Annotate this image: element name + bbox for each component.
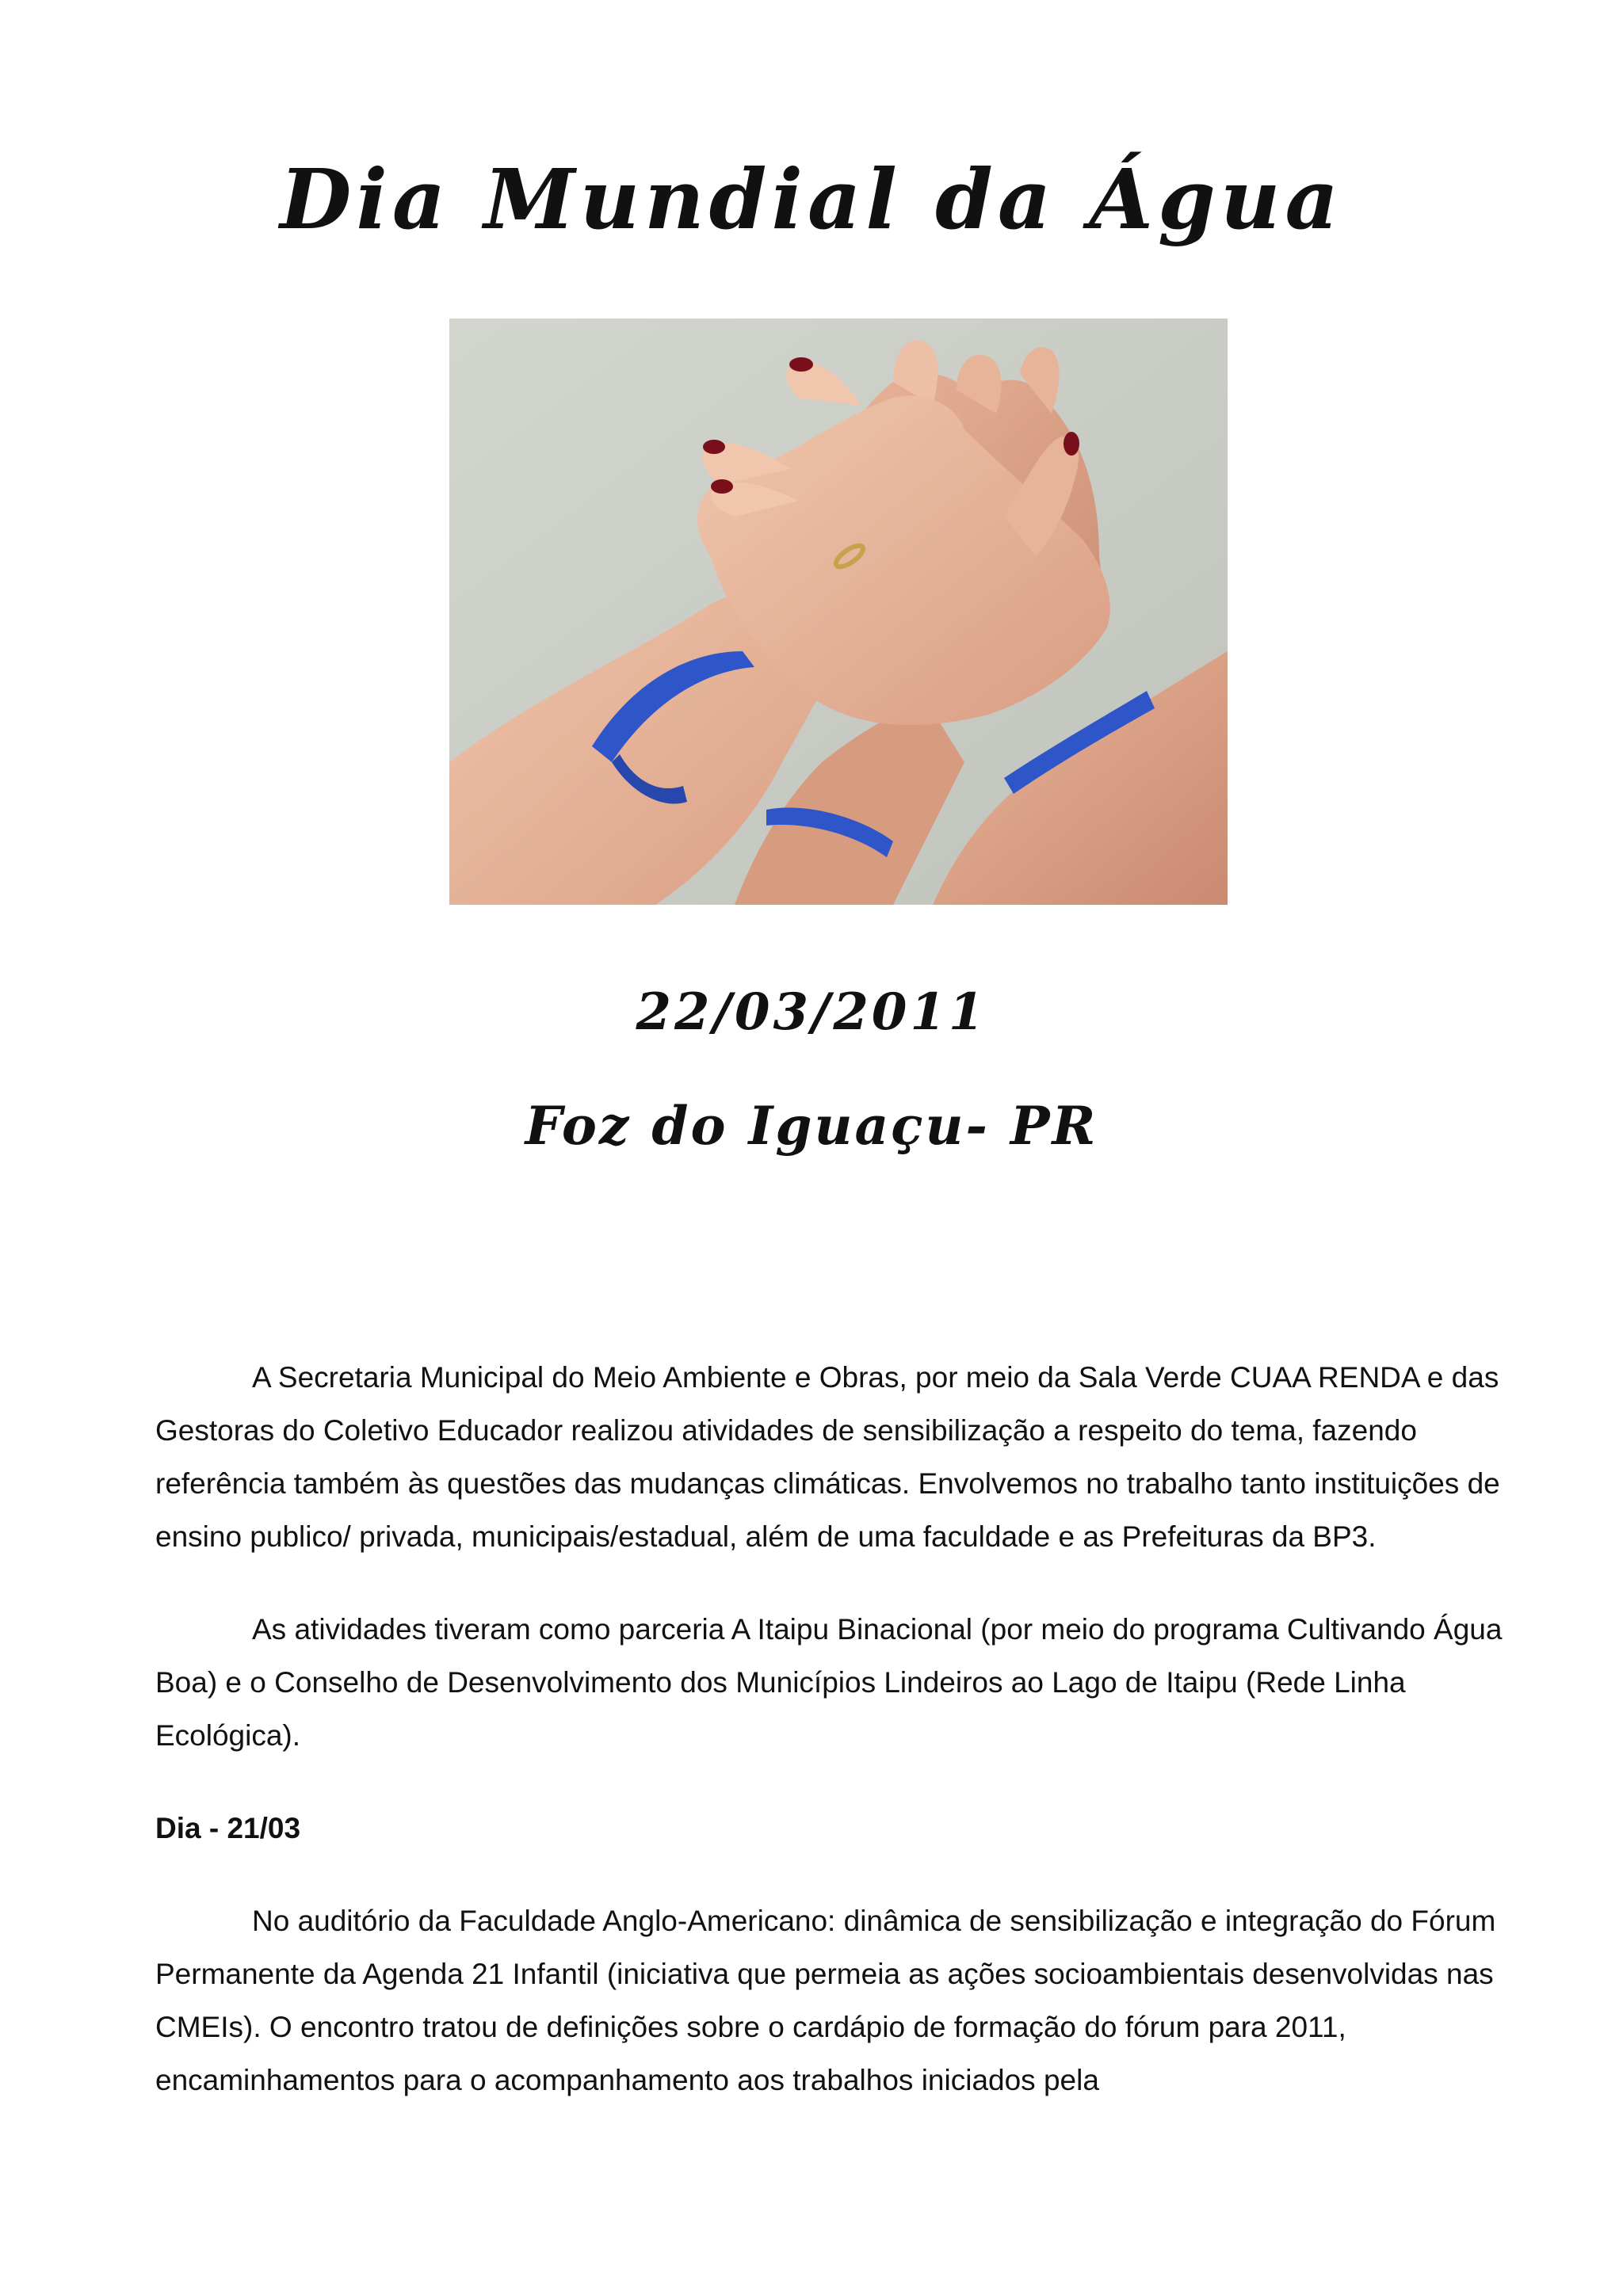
hands-wristbands-photo: [449, 318, 1228, 905]
section-heading: Dia - 21/03: [155, 1812, 301, 1844]
document-title: Dia Mundial da Água: [280, 151, 1343, 248]
body-text: [155, 1351, 1526, 2146]
event-place: Foz do Iguaçu- PR: [525, 1095, 1098, 1157]
event-date: 22/03/2011: [636, 982, 987, 1042]
paragraph-2: As atividades tiveram como parceria A Itaipu Binacional (por meio do programa Cultivando Água Boa) e o Conselho de Desenvolvimento dos Municípios Lindeiros ao Lago de Itaipu (Rede Linha Ecológica).: [155, 1613, 1503, 1752]
section-paragraph: No auditório da Faculdade Anglo-Americano: dinâmica de sensibilização e integração do Fórum Permanente da Agenda 21 Infantil (iniciativa que permeia as ações socioambientais desenvolvidas nas CMEIs). O encontro tratou de definições sobre o cardápio de formação do fórum para 2011, encaminhamentos para o acompanhamento aos trabalhos iniciados pela: [155, 1905, 1496, 2096]
paragraph-1: A Secretaria Municipal do Meio Ambiente e Obras, por meio da Sala Verde CUAA RENDA e das Gestoras do Coletivo Educador realizou atividades de sensibilização a respeito do tema, fazendo referência também às questões das mudanças climáticas. Envolvemos no trabalho tanto instituições de ensino publico/ privada, municipais/estadual, além de uma faculdade e as Prefeituras da BP3.: [155, 1361, 1500, 1553]
nail-2: [711, 479, 733, 494]
nail-1: [703, 440, 725, 454]
nail-3: [789, 357, 813, 372]
hands-illustration: [449, 318, 1228, 905]
nail-4: [1064, 432, 1079, 456]
